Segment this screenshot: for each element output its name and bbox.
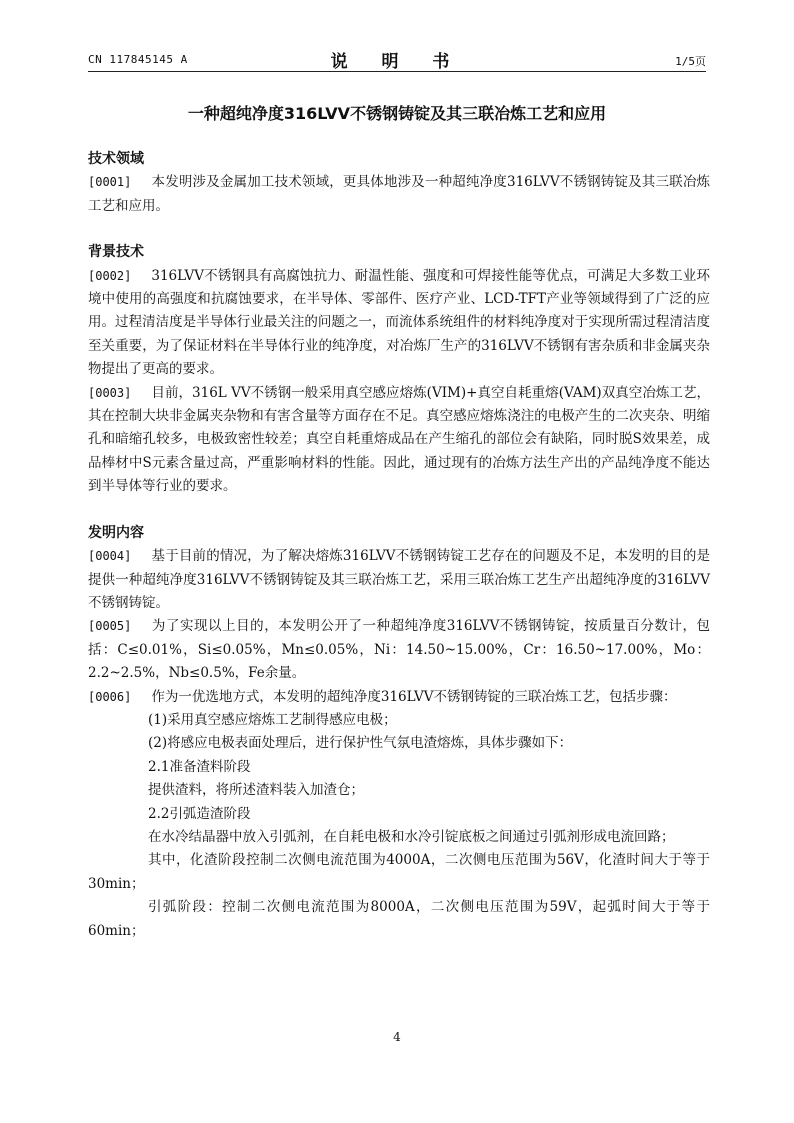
paragraph-0003 [88, 382, 710, 499]
paragraph-text: 作为一优选地方式，本发明的超纯净度316LVV不锈钢铸锭的三联冶炼工艺，包括步骤： [151, 688, 677, 705]
paragraph-0002 [88, 265, 710, 382]
publication-number: CN 117845145 A [88, 53, 188, 66]
paragraph-0001 [88, 171, 710, 218]
paragraph-0006 [88, 686, 710, 709]
step-item: 引弧阶段：控制二次侧电流范围为8000A，二次侧电压范围为59V，起弧时间大于等于60min； [88, 899, 710, 939]
paragraph-0004 [88, 545, 710, 615]
section-technical-field [88, 148, 710, 218]
paragraph-text: 目前，316L VV不锈钢一般采用真空感应熔炼(VIM)+真空自耗重熔(VAM)双真空冶炼工艺，其在控制大块非金属夹杂物和有害含量等方面存在不足。真空感应熔炼浇注的电极产生的二次夹杂、明缩孔和暗缩孔较多，电极致密性较差；真空自耗重熔成品在产生缩孔的部位会有缺陷，同时脱S效果差，成品棒材中S元素含量过高，严重影响材料的性能。因此，通过现有的冶炼方法生产出的产品纯净度不能达到半导体等行业的要求。 [88, 384, 710, 495]
section-background [88, 241, 710, 498]
paragraph-text: 本发明涉及金属加工技术领域，更具体地涉及一种超纯净度316LVV不锈钢铸锭及其三联冶炼工艺和应用。 [88, 174, 710, 214]
paragraph-number: [0001] [88, 175, 132, 190]
paragraph-number: [0005] [88, 619, 132, 634]
section-heading: 背景技术 [88, 244, 144, 261]
document-type: 说 明 书 [330, 52, 464, 72]
page-info: 1/5页 [675, 55, 706, 68]
section-heading: 技术领域 [88, 151, 144, 167]
header-divider [88, 71, 706, 72]
paragraph-number: [0004] [88, 549, 132, 564]
paragraph-text: 316LVV不锈钢具有高腐蚀抗力、耐温性能、强度和可焊接性能等优点，可满足大多数工业环境中使用的高强度和抗腐蚀要求，在半导体、零部件、医疗产业、LCD-TFT产业等领域得到了广泛的应用。过程清洁度是半导体行业最关注的问题之一，而流体系统组件的材料纯净度对于实现所需过程清洁度至关重要，为了保证材料在半导体行业的纯净度，对冶炼厂生产的316LVV不锈钢有害杂质和非金属夹杂物提出了更高的要求。 [88, 267, 710, 378]
document-title: 一种超纯净度316LVV不锈钢铸锭及其三联冶炼工艺和应用 [187, 104, 607, 123]
step-item: (2)将感应电极表面处理后，进行保护性气氛电渣熔炼，具体步骤如下： [148, 735, 573, 752]
document-body [88, 148, 710, 943]
paragraph-number: [0002] [88, 268, 132, 283]
section-summary [88, 522, 710, 943]
paragraph-number: [0006] [88, 689, 132, 704]
step-item: (1)采用真空感应熔炼工艺制得感应电极； [148, 711, 397, 728]
page-number: 4 [393, 1030, 401, 1044]
paragraph-0005 [88, 615, 710, 685]
step-item: 2.2引弧造渣阶段 [148, 805, 251, 822]
step-item: 提供渣料，将所述渣料装入加渣仓； [148, 782, 364, 799]
section-heading: 发明内容 [88, 524, 144, 541]
step-item: 其中，化渣阶段控制二次侧电流范围为4000A，二次侧电压范围为56V，化渣时间大于等于30min； [88, 852, 710, 892]
paragraph-text: 基于目前的情况，为了解决熔炼316LVV不锈钢铸锭工艺存在的问题及不足，本发明的目的是提供一种超纯净度316LVV不锈钢铸锭及其三联冶炼工艺，采用三联冶炼工艺生产出超纯净度的316LVV不锈钢铸锭。 [88, 548, 710, 611]
paragraph-text: 为了实现以上目的，本发明公开了一种超纯净度316LVV不锈钢铸锭，按质量百分数计，包括：C≤0.01%，Si≤0.05%，Mn≤0.05%，Ni：14.50~15.00%，Cr：16.50~17.00%，Mo：2.2~2.5%，Nb≤0.5%，Fe余量。 [88, 618, 710, 682]
paragraph-number: [0003] [88, 385, 132, 400]
step-item: 在水冷结晶器中放入引弧剂，在自耗电极和水冷引锭底板之间通过引弧剂形成电流回路； [148, 828, 675, 845]
step-item: 2.1准备渣料阶段 [148, 758, 251, 775]
